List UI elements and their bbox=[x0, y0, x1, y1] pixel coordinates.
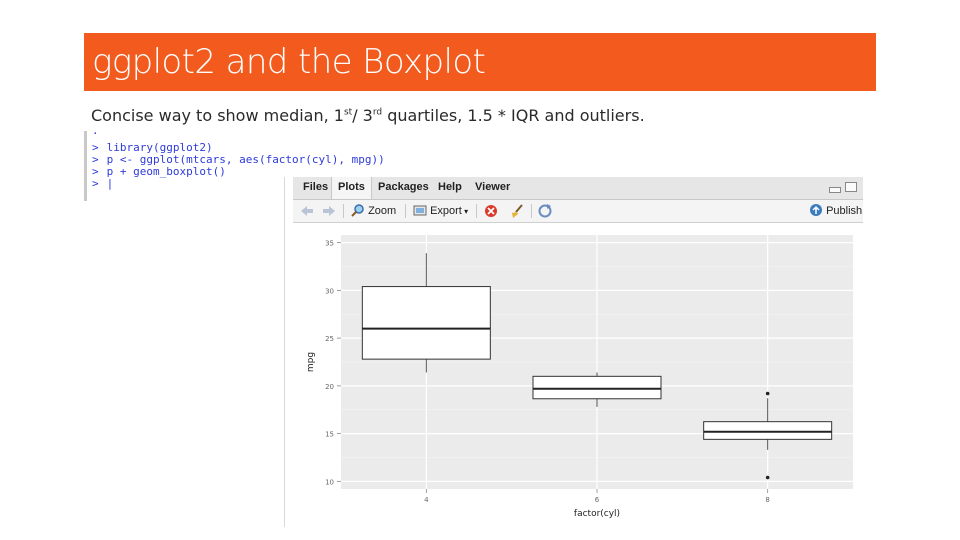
console-line: > p <- ggplot(mtcars, aes(factor(cyl), mpg)) bbox=[92, 153, 385, 166]
publish-label: Publish bbox=[826, 205, 863, 217]
box-iqr bbox=[704, 422, 832, 440]
subtitle-sup-st: st bbox=[343, 107, 353, 118]
zoom-button[interactable] bbox=[351, 203, 396, 219]
y-tick-label: 20 bbox=[325, 382, 334, 391]
publish-button[interactable] bbox=[809, 203, 862, 219]
zoom-label: Zoom bbox=[368, 205, 397, 217]
tab-files[interactable]: Files bbox=[303, 181, 329, 193]
x-tick-label: 4 bbox=[424, 496, 429, 504]
console-input-line[interactable]: > | bbox=[92, 177, 114, 190]
y-tick-label: 30 bbox=[325, 287, 334, 296]
minimize-icon[interactable] bbox=[829, 187, 841, 193]
export-button[interactable]: Export ▾ bbox=[413, 203, 468, 219]
console-line-dot: · bbox=[92, 127, 99, 140]
outlier-point bbox=[766, 392, 770, 396]
export-icon bbox=[413, 203, 427, 217]
tab-plots[interactable]: Plots bbox=[331, 177, 372, 199]
tab-help[interactable]: Help bbox=[438, 181, 462, 193]
broom-icon[interactable] bbox=[509, 203, 525, 219]
y-tick-label: 15 bbox=[325, 430, 334, 439]
y-tick-label: 10 bbox=[325, 478, 334, 487]
console-scroll-edge bbox=[84, 131, 87, 201]
box-iqr bbox=[362, 287, 490, 360]
outlier-point bbox=[766, 476, 770, 480]
box-iqr bbox=[533, 376, 661, 398]
export-label: Export bbox=[430, 205, 462, 217]
x-axis-title: factor(cyl) bbox=[573, 509, 621, 519]
publish-icon bbox=[809, 203, 823, 217]
boxplot-chart bbox=[293, 223, 863, 527]
subtitle-sup-rd: rd bbox=[372, 107, 383, 118]
y-tick-label: 25 bbox=[325, 335, 334, 344]
toolbar-separator bbox=[343, 204, 344, 218]
maximize-icon[interactable] bbox=[845, 182, 857, 192]
forward-arrow-icon[interactable] bbox=[321, 204, 337, 220]
toolbar-separator bbox=[531, 204, 532, 218]
remove-plot-icon[interactable] bbox=[483, 203, 499, 219]
subtitle-part-a: Concise way to show median, 1 bbox=[91, 106, 344, 125]
console-line: > p + geom_boxplot() bbox=[92, 165, 226, 178]
x-tick-label: 6 bbox=[594, 496, 600, 504]
slide-title-bar bbox=[84, 33, 876, 91]
tab-packages[interactable]: Packages bbox=[378, 181, 429, 193]
back-arrow-icon[interactable] bbox=[299, 204, 315, 220]
subtitle-part-b: / 3 bbox=[352, 106, 373, 125]
zoom-icon bbox=[351, 203, 365, 217]
tab-viewer[interactable]: Viewer bbox=[475, 181, 511, 193]
plots-toolbar bbox=[293, 200, 863, 223]
rstudio-plots-pane bbox=[284, 177, 863, 527]
subtitle-part-c: quartiles, 1.5 * IQR and outliers. bbox=[382, 106, 645, 125]
x-tick-label: 8 bbox=[765, 496, 770, 504]
slide-title: ggplot2 and the Boxplot bbox=[92, 42, 486, 82]
refresh-icon[interactable] bbox=[537, 203, 553, 219]
toolbar-separator bbox=[405, 204, 406, 218]
toolbar-separator bbox=[476, 204, 477, 218]
pane-tab-bar bbox=[293, 177, 863, 200]
y-axis-title: mpg bbox=[306, 351, 316, 373]
slide-subtitle bbox=[91, 106, 645, 125]
console-line: > library(ggplot2) bbox=[92, 141, 213, 154]
y-tick-label: 35 bbox=[325, 239, 334, 248]
plot-viewer bbox=[293, 223, 863, 527]
